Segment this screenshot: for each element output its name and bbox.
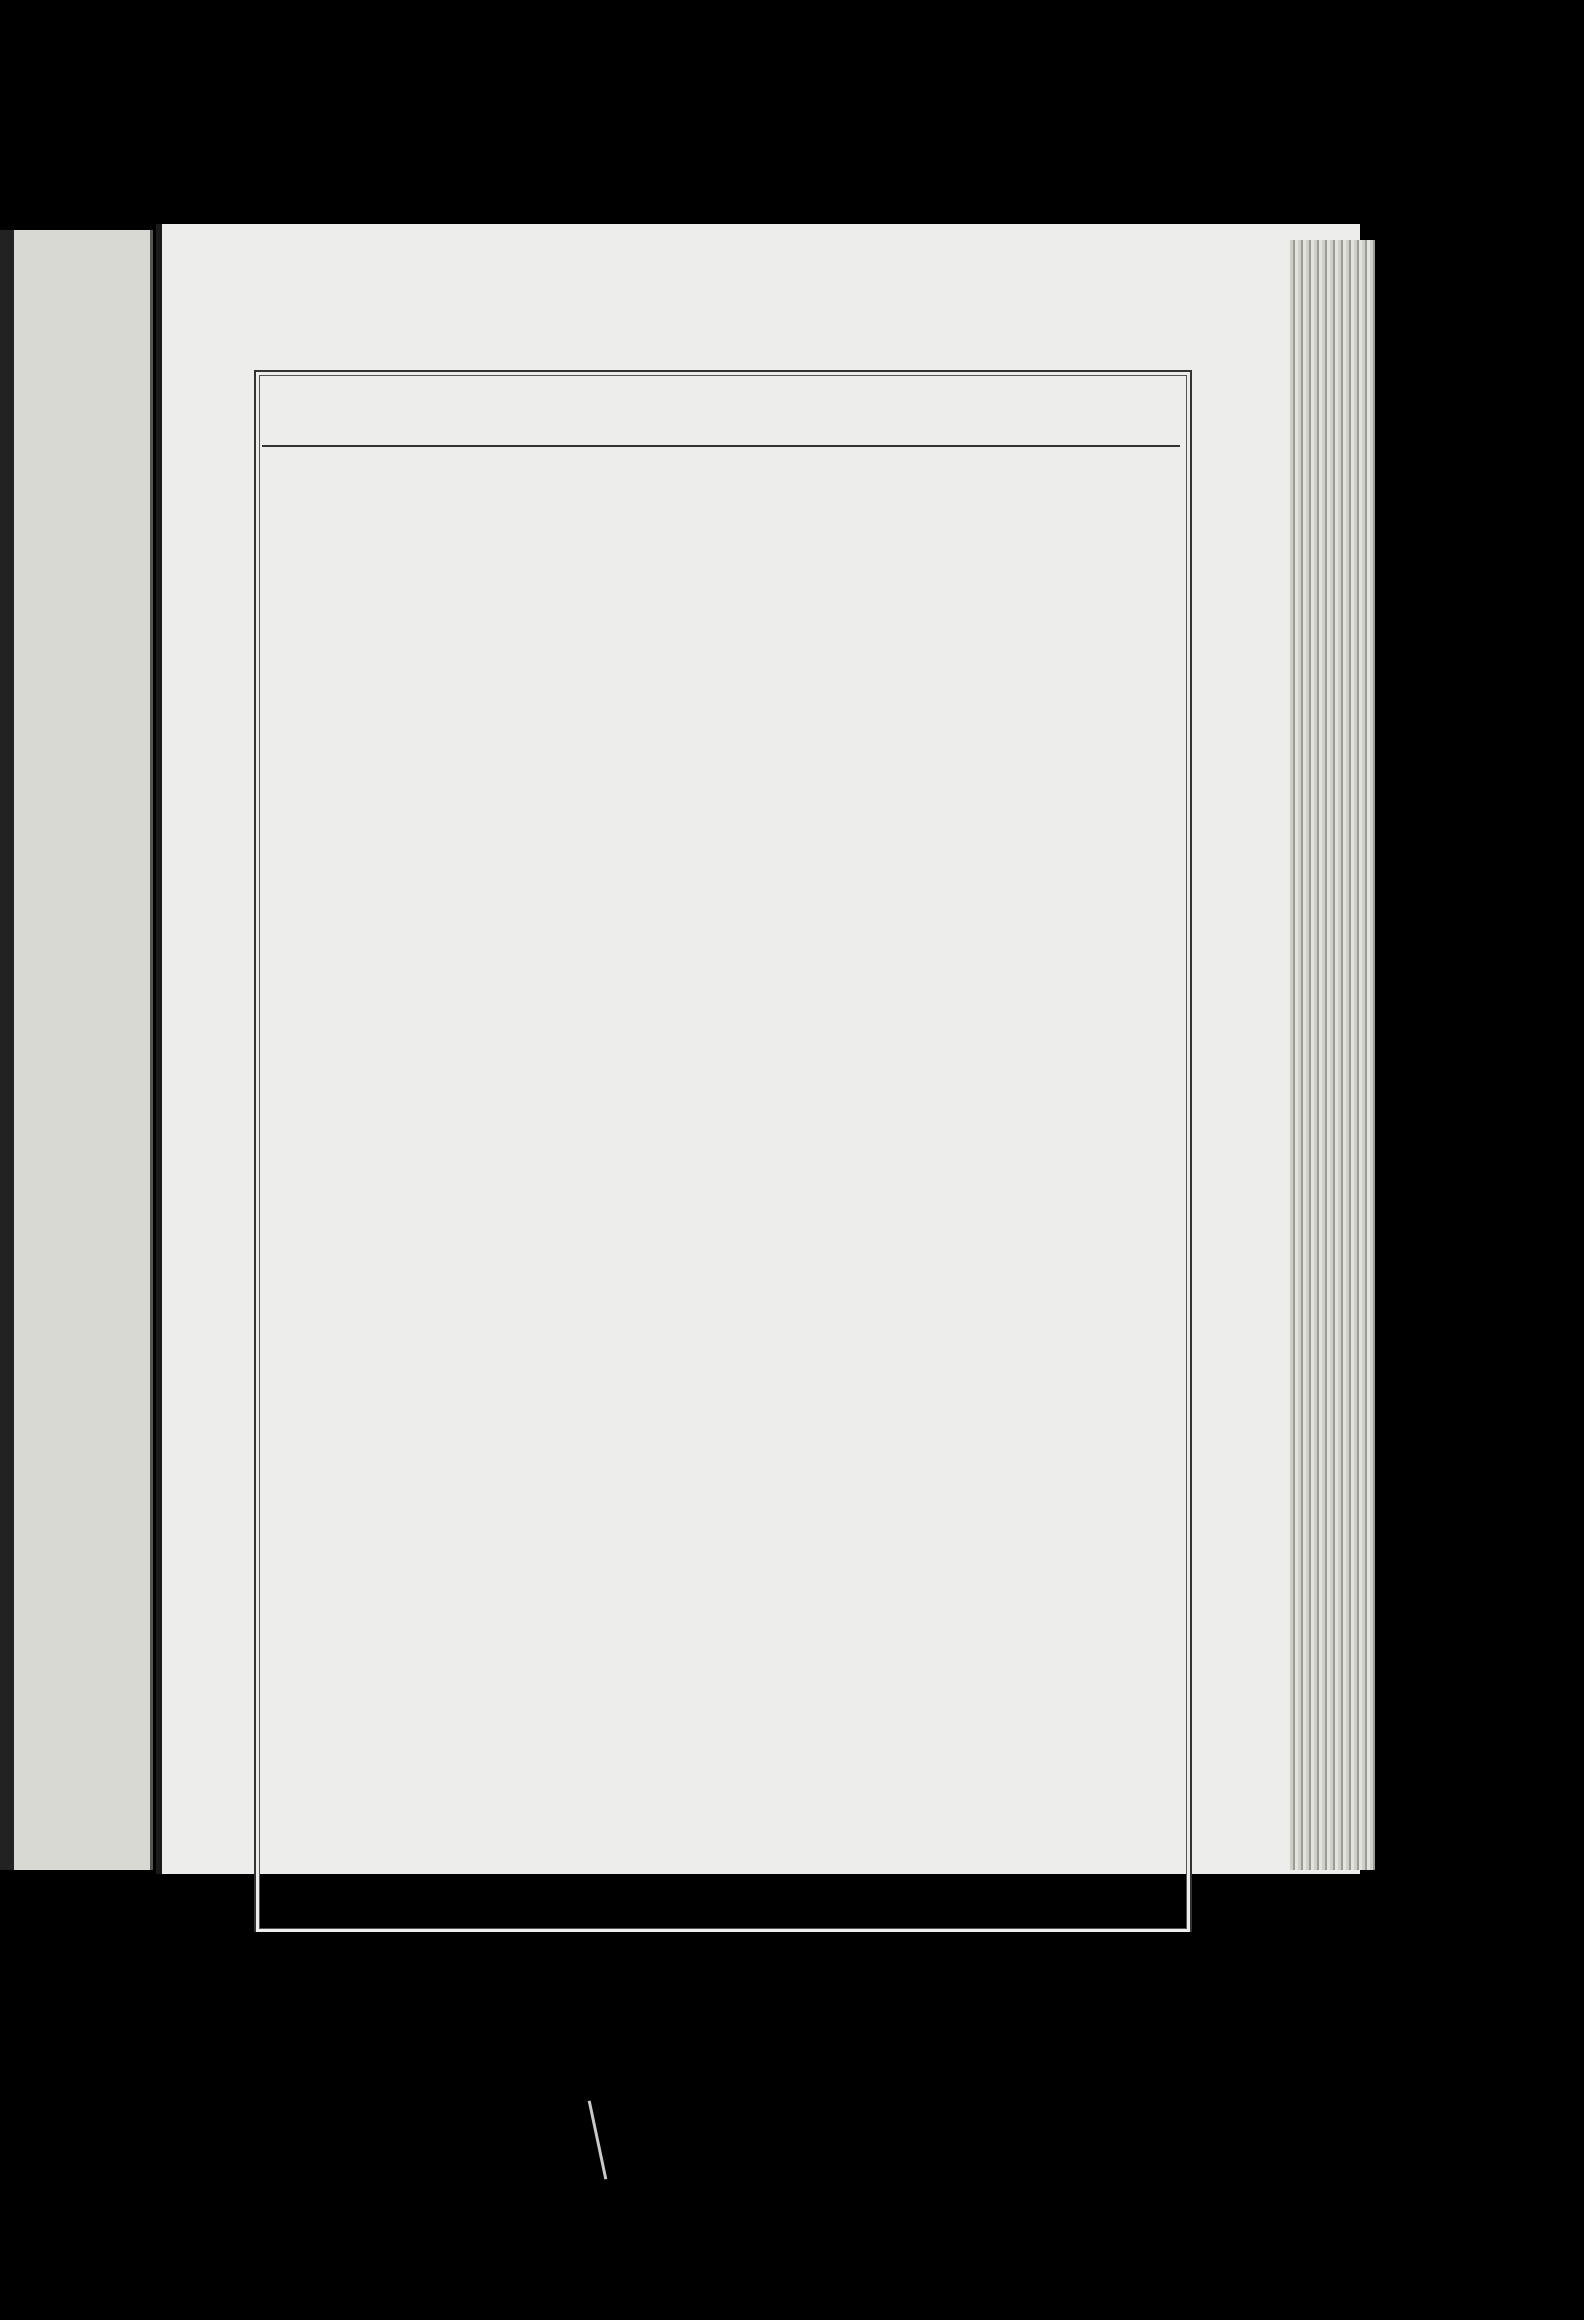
stray-mark — [588, 2101, 608, 2180]
advertisement-rule — [262, 445, 1180, 447]
page-body — [278, 470, 1171, 478]
page-edge — [1290, 240, 1375, 1870]
gutter-shadow — [0, 230, 14, 1870]
facing-page-fragment — [0, 230, 153, 1870]
text-frame — [254, 370, 1192, 1932]
